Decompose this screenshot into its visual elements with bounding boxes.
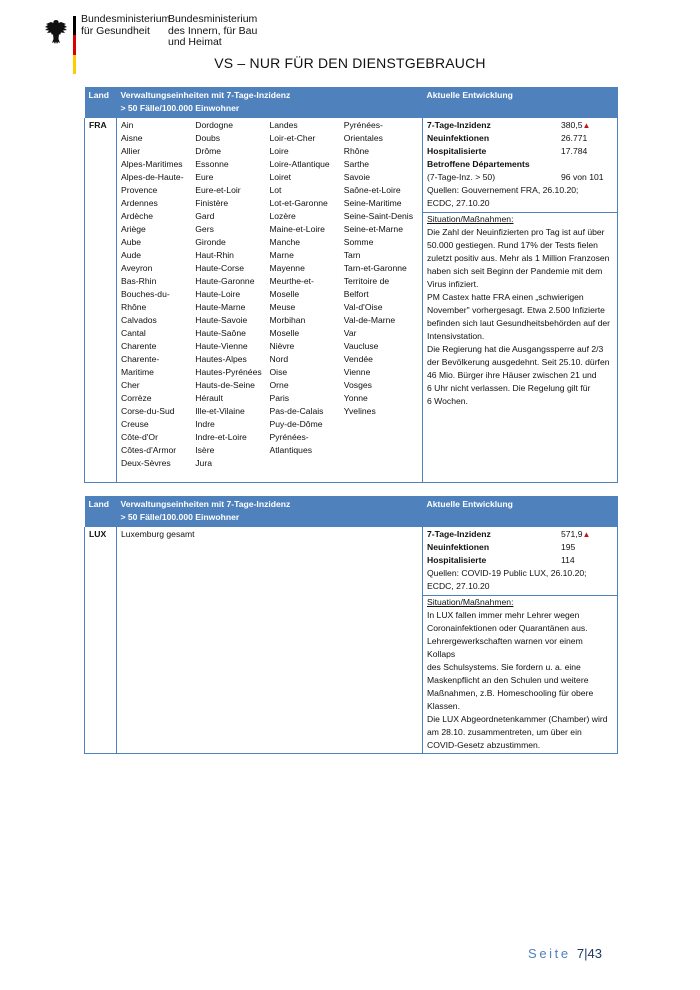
fra-development <box>423 118 618 482</box>
lux-situation-heading: Situation/Maßnahmen: <box>427 597 514 607</box>
fra-sources: Quellen: Gouvernement FRA, 26.10.20; ECDC, 27.10.20 <box>427 185 579 208</box>
region-name: Tarn <box>343 250 361 260</box>
region-name: Rhône <box>121 302 147 312</box>
units-header: Verwaltungseinheiten mit 7-Tage-Inzidenz > 50 Fälle/100.000 Einwohner <box>117 496 423 527</box>
region-name: Haute-Marne <box>195 302 246 312</box>
region-name: Haute-Vienne <box>195 341 248 351</box>
region-name: Essonne <box>195 159 229 169</box>
region-name: Lozère <box>269 211 296 221</box>
region-name: Territoire de <box>343 276 390 286</box>
classification-title: VS – NUR FÜR DEN DIENSTGEBRAUCH <box>214 55 486 71</box>
situation-line: zuletzt positiv aus. Mehr als 1 Million Franzosen <box>427 253 610 263</box>
situation-line: Die Zahl der Neuinfizierten pro Tag ist auf über <box>427 227 605 237</box>
region-name: Aude <box>121 250 142 260</box>
region-name: Val-de-Marne <box>343 315 396 325</box>
fra-code: FRA <box>85 118 117 482</box>
up-triangle-icon: ▲ <box>582 121 591 130</box>
region-name: Aveyron <box>121 263 153 273</box>
region-name: Bas-Rhin <box>121 276 157 286</box>
lux-incidence: 7-Tage-Inzidenz 571,9▲ <box>427 529 591 539</box>
region-name: Alpes-de-Haute- <box>121 172 184 182</box>
region-column <box>121 119 195 470</box>
region-name: Côte-d'Or <box>121 432 158 442</box>
lux-situation-text <box>427 609 613 752</box>
region-name: Calvados <box>121 315 157 325</box>
fra-affected: (7-Tage-Inz. > 50) 96 von 101 <box>427 172 604 182</box>
region-name: Haute-Loire <box>195 289 241 299</box>
region-name: Maritime <box>121 367 154 377</box>
lux-code: LUX <box>85 527 117 754</box>
region-name: Pyrénées- <box>343 120 383 130</box>
region-name: Indre <box>195 419 215 429</box>
region-name: Finistère <box>195 198 229 208</box>
region-name: Eure-et-Loir <box>195 185 241 195</box>
page-total: 43 <box>587 946 602 961</box>
region-name: Somme <box>343 237 374 247</box>
region-name: Seine-Maritime <box>343 198 402 208</box>
region-name: Belfort <box>343 289 369 299</box>
page-footer <box>528 946 602 961</box>
lux-row <box>85 527 618 754</box>
region-name: Landes <box>269 120 298 130</box>
region-name: Pyrénées- <box>269 432 309 442</box>
fra-new-infections: Neuinfektionen 26.771 <box>427 133 588 143</box>
lux-hospitalized: Hospitalisierte 114 <box>427 555 575 565</box>
situation-line: am 28.10. zusammentreten, um über ein <box>427 727 582 737</box>
region-name: Cher <box>121 380 140 390</box>
region-name: Seine-et-Marne <box>343 224 403 234</box>
fra-regions <box>117 118 423 482</box>
fra-situation-text <box>427 226 613 408</box>
federal-eagle-icon <box>44 18 68 46</box>
region-name: Haute-Corse <box>195 263 244 273</box>
region-name: Seine-Saint-Denis <box>343 211 414 221</box>
fra-situation-heading: Situation/Maßnahmen: <box>427 214 514 224</box>
region-name: Orientales <box>343 133 383 143</box>
region-name: Vienne <box>343 367 371 377</box>
situation-line: Coronainfektionen oder Quarantänen aus. <box>427 623 588 633</box>
situation-line: 6 Uhr nicht verlassen. Die Regelung gilt für <box>427 383 591 393</box>
situation-line: 46 Mio. Bürger ihre Häuser zwischen 21 und <box>427 370 597 380</box>
region-name: Moselle <box>269 289 300 299</box>
region-name: Tarn-et-Garonne <box>343 263 407 273</box>
region-name: Maine-et-Loire <box>269 224 325 234</box>
region-name: Oise <box>269 367 288 377</box>
region-column <box>344 119 418 470</box>
region-name: Paris <box>269 393 290 403</box>
region-name: Ain <box>121 120 134 130</box>
situation-line: COVID-Gesetz abzustimmen. <box>427 740 541 750</box>
region-name: Haute-Saône <box>195 328 246 338</box>
situation-line: Virus infiziert. <box>427 279 479 289</box>
region-name: Gard <box>195 211 215 221</box>
region-name: Hauts-de-Seine <box>195 380 255 390</box>
region-name: Ariège <box>121 224 146 234</box>
region-column <box>270 119 344 470</box>
region-name: Hérault <box>195 393 223 403</box>
region-name: Sarthe <box>343 159 370 169</box>
region-name: Creuse <box>121 419 149 429</box>
situation-line: 6 Wochen. <box>427 396 468 406</box>
region-name: Vosges <box>343 380 372 390</box>
ministry-interior-name: Bundesministerium des Innern, für Bau und Heimat <box>168 13 258 48</box>
situation-line: Die Regierung hat die Ausgangssperre auf 2/3 <box>427 344 604 354</box>
situation-line: Maßnahmen, z.B. Homeschooling für obere <box>427 688 594 698</box>
situation-line: der Bevölkerung ausgedehnt. Seit 25.10. dürfen <box>427 357 610 367</box>
region-name: Marne <box>269 250 294 260</box>
situation-line: PM Castex hatte FRA einen „schwierigen <box>427 292 584 302</box>
region-name: Hautes-Alpes <box>195 354 247 364</box>
page-number: 7 <box>576 946 585 961</box>
region-name: Ardèche <box>121 211 154 221</box>
region-name: Deux-Sèvres <box>121 458 171 468</box>
region-name: Lot-et-Garonne <box>269 198 328 208</box>
page-label: Seite <box>528 946 571 961</box>
region-name: Charente- <box>121 354 160 364</box>
region-name: Nièvre <box>269 341 295 351</box>
situation-line: Die LUX Abgeordnetenkammer (Chamber) wird <box>427 714 608 724</box>
region-name: Yvelines <box>343 406 376 416</box>
situation-line: November" vorhergesagt. Etwa 2.500 Infizierte <box>427 305 605 315</box>
region-name: Corrèze <box>121 393 152 403</box>
region-name: Haute-Savoie <box>195 315 248 325</box>
fra-hospitalized: Hospitalisierte 17.784 <box>427 146 588 156</box>
situation-line: Klassen. <box>427 701 460 711</box>
lux-development <box>423 527 618 754</box>
fra-row <box>85 118 618 482</box>
situation-line: Maskenpflicht an den Schulen und weitere <box>427 675 589 685</box>
fra-table <box>84 87 618 483</box>
region-name: Isère <box>195 445 215 455</box>
region-name: Haute-Garonne <box>195 276 255 286</box>
land-header: Land <box>85 87 117 118</box>
ministry-health-name: Bundesministerium für Gesundheit <box>81 13 171 37</box>
region-column <box>195 119 269 470</box>
situation-line: befinden sich laut Gesundheitsbehörden auf der <box>427 318 610 328</box>
fra-header-row <box>85 87 618 118</box>
region-name: Morbihan <box>269 315 306 325</box>
region-name: Drôme <box>195 146 222 156</box>
region-name: Indre-et-Loire <box>195 432 247 442</box>
region-name: Provence <box>121 185 158 195</box>
fra-affected-label: Betroffene Départements <box>427 159 530 169</box>
region-name: Manche <box>269 237 301 247</box>
region-name: Cantal <box>121 328 146 338</box>
lux-table <box>84 496 618 754</box>
region-name: Charente <box>121 341 157 351</box>
region-name: Lot <box>269 185 282 195</box>
situation-line: 50.000 gestiegen. Rund 17% der Tests fielen <box>427 240 598 250</box>
region-name: Aisne <box>121 133 143 143</box>
region-name: Alpes-Maritimes <box>121 159 183 169</box>
region-name: Gironde <box>195 237 226 247</box>
region-name: Doubs <box>195 133 221 143</box>
situation-line: Lehrergewerkschaften warnen vor einem Kollaps <box>427 636 583 659</box>
situation-line: haben sich seit Beginn der Pandemie mit dem <box>427 266 603 276</box>
lux-header-row <box>85 496 618 527</box>
region-name: Gers <box>195 224 214 234</box>
fra-incidence: 7-Tage-Inzidenz 380,5▲ <box>427 120 591 130</box>
region-name: Dordogne <box>195 120 233 130</box>
region-name: Meurthe-et- <box>269 276 314 286</box>
region-name: Allier <box>121 146 141 156</box>
region-name: Haut-Rhin <box>195 250 234 260</box>
development-header: Aktuelle Entwicklung <box>423 496 618 527</box>
region-name: Yonne <box>343 393 368 403</box>
region-name: Moselle <box>269 328 300 338</box>
region-name: Orne <box>269 380 289 390</box>
region-name: Aube <box>121 237 142 247</box>
region-name: Nord <box>269 354 289 364</box>
region-name: Meuse <box>269 302 296 312</box>
situation-line: des Schulsystems. Sie fordern u. a. eine <box>427 662 581 672</box>
region-name: Vaucluse <box>343 341 379 351</box>
region-name: Loire <box>269 146 289 156</box>
region-name: Jura <box>195 458 212 468</box>
situation-line: In LUX fallen immer mehr Lehrer wegen <box>427 610 580 620</box>
up-triangle-icon: ▲ <box>582 530 591 539</box>
region-name: Val-d'Oise <box>343 302 383 312</box>
region-name: Atlantiques <box>269 445 313 455</box>
region-name: Var <box>343 328 357 338</box>
units-header: Verwaltungseinheiten mit 7-Tage-Inzidenz > 50 Fälle/100.000 Einwohner <box>117 87 423 118</box>
region-name: Hautes-Pyrénées <box>195 367 262 377</box>
region-name: Mayenne <box>269 263 305 273</box>
land-header: Land <box>85 496 117 527</box>
region-name: Eure <box>195 172 214 182</box>
region-name: Saône-et-Loire <box>343 185 401 195</box>
lux-regions: Luxemburg gesamt <box>117 527 423 754</box>
region-name: Pas-de-Calais <box>269 406 324 416</box>
region-name: Savoie <box>343 172 371 182</box>
development-header: Aktuelle Entwicklung <box>423 87 618 118</box>
region-name: Ardennes <box>121 198 158 208</box>
region-name: Ille-et-Vilaine <box>195 406 245 416</box>
page-separator: | <box>584 946 588 961</box>
region-name: Loire-Atlantique <box>269 159 330 169</box>
situation-line: Intensivstation. <box>427 331 485 341</box>
region-name: Bouches-du- <box>121 289 170 299</box>
region-name: Puy-de-Dôme <box>269 419 323 429</box>
region-name: Rhône <box>343 146 370 156</box>
region-name: Loiret <box>269 172 291 182</box>
lux-sources: Quellen: COVID-19 Public LUX, 26.10.20; ECDC, 27.10.20 <box>427 568 587 591</box>
region-name: Vendée <box>343 354 373 364</box>
lux-new-infections: Neuinfektionen 195 <box>427 542 576 552</box>
region-name: Loir-et-Cher <box>269 133 316 143</box>
region-name: Corse-du-Sud <box>121 406 175 416</box>
region-name: Côtes-d'Armor <box>121 445 177 455</box>
